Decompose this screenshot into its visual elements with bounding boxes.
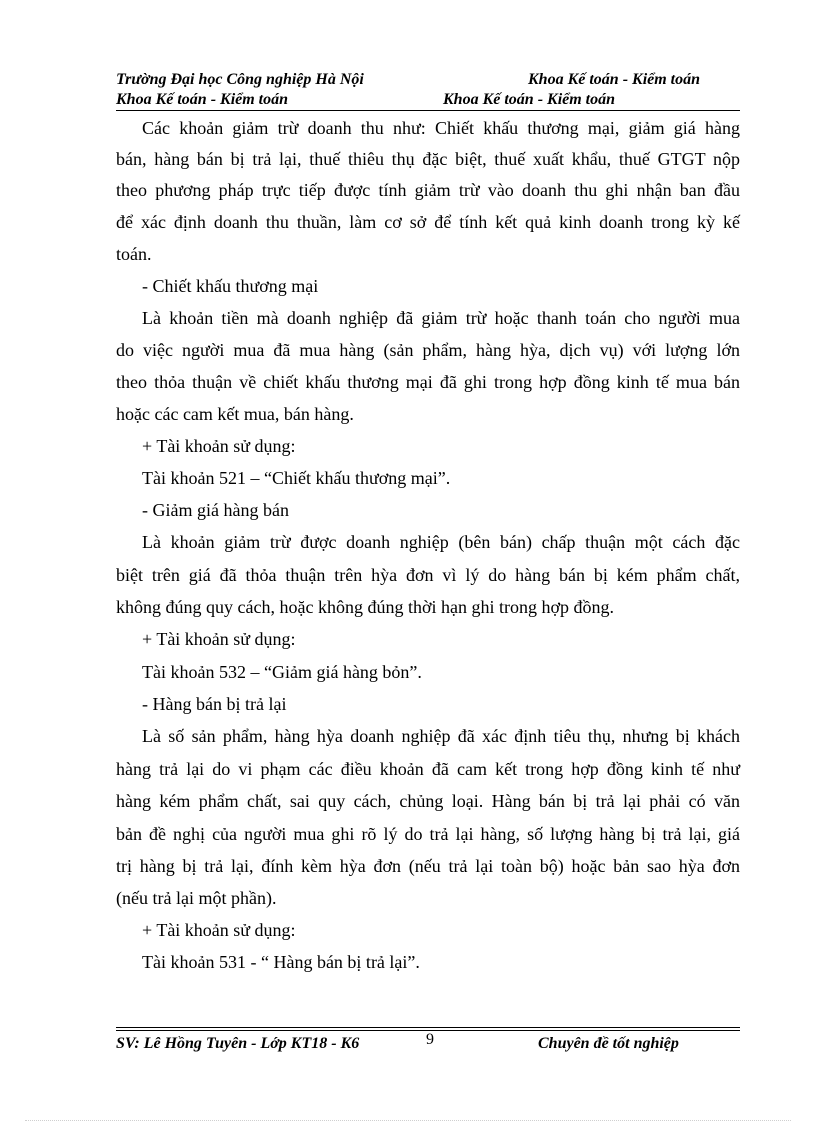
account-value: Tài khoản 521 – “Chiết khấu thương mại”. [142,468,451,488]
text-line: hàng kém phẩm chất, sai quy cách, chủng loại. Hàng bán bị trả lại phải có văn [116,791,740,811]
text-line: Là khoản giảm trừ được doanh nghiệp (bên bán) chấp thuận một cách đặc [142,532,740,552]
text-line: biệt trên giá đã thỏa thuận trên hỳa đơn vì lý do hàng bán bị kém phẩm chất, [116,565,740,585]
text-line: theo thỏa thuận về chiết khấu thương mại đã ghi trong hợp đồng kinh tế mua bán [116,372,740,392]
text-line: Là khoản tiền mà doanh nghiệp đã giảm trừ hoặc thanh toán cho người mua [142,308,740,328]
text-line: do việc người mua đã mua hàng (sản phẩm, hàng hỳa, dịch vụ) với lượng lớn [116,340,740,360]
footer-thesis: Chuyên đề tốt nghiệp [538,1035,679,1052]
header-faculty-right: Khoa Kế toán - Kiểm toán [528,71,701,88]
text-line: (nếu trả lại một phần). [116,888,277,908]
text-line: hàng trả lại do vi phạm các điều khoản đã cam kết trong hợp đồng kinh tế như [116,759,740,779]
text-line: hoặc các cam kết mua, bán hàng. [116,404,354,424]
header-rule [116,110,740,111]
header-faculty-left: Khoa Kế toán - Kiểm toán [116,91,289,108]
header-university: Trường Đại học Công nghiệp Hà Nội [116,71,364,88]
page-edge-dots [25,1120,791,1121]
text-line: bán, hàng bán bị trả lại, thuế thiêu thụ đặc biệt, thuế xuất khẩu, thuế GTGT nộp [116,149,740,169]
text-line: để xác định doanh thu thuần, làm cơ sở để tính kết quả kinh doanh trong kỳ kế [116,212,740,232]
section-heading: - Chiết khấu thương mại [142,276,319,296]
footer-student: SV: Lê Hồng Tuyên - Lớp KT18 - K6 [116,1035,360,1052]
account-label: + Tài khoản sử dụng: [142,629,296,649]
text-line: bản đề nghị của người mua ghi rõ lý do trả lại hàng, số lượng hàng bị trả lại, giá [116,824,740,844]
text-line: toán. [116,244,152,264]
footer-rule-top [116,1027,740,1028]
account-label: + Tài khoản sử dụng: [142,920,296,940]
text-line: Là số sản phẩm, hàng hỳa doanh nghiệp đã xác định tiêu thụ, nhưng bị khách [142,726,740,746]
section-heading: - Giảm giá hàng bán [142,500,289,520]
section-heading: - Hàng bán bị trả lại [142,694,287,714]
header-faculty-center: Khoa Kế toán - Kiểm toán [443,91,616,108]
text-line: không đúng quy cách, hoặc không đúng thời hạn ghi trong hợp đồng. [116,597,614,617]
text-line: Các khoản giảm trừ doanh thu như: Chiết khấu thương mại, giảm giá hàng [142,118,740,138]
text-line: trị hàng bị trả lại, đính kèm hỳa đơn (nếu trả lại toàn bộ) hoặc bản sao hỳa đơn [116,856,740,876]
account-label: + Tài khoản sử dụng: [142,436,296,456]
text-line: theo phương pháp trực tiếp được tính giảm trừ vào doanh thu ghi nhận ban đầu [116,180,740,200]
account-value: Tài khoản 532 – “Giảm giá hàng bỏn”. [142,662,422,682]
page-number: 9 [426,1031,434,1048]
account-value: Tài khoản 531 - “ Hàng bán bị trả lại”. [142,952,420,972]
